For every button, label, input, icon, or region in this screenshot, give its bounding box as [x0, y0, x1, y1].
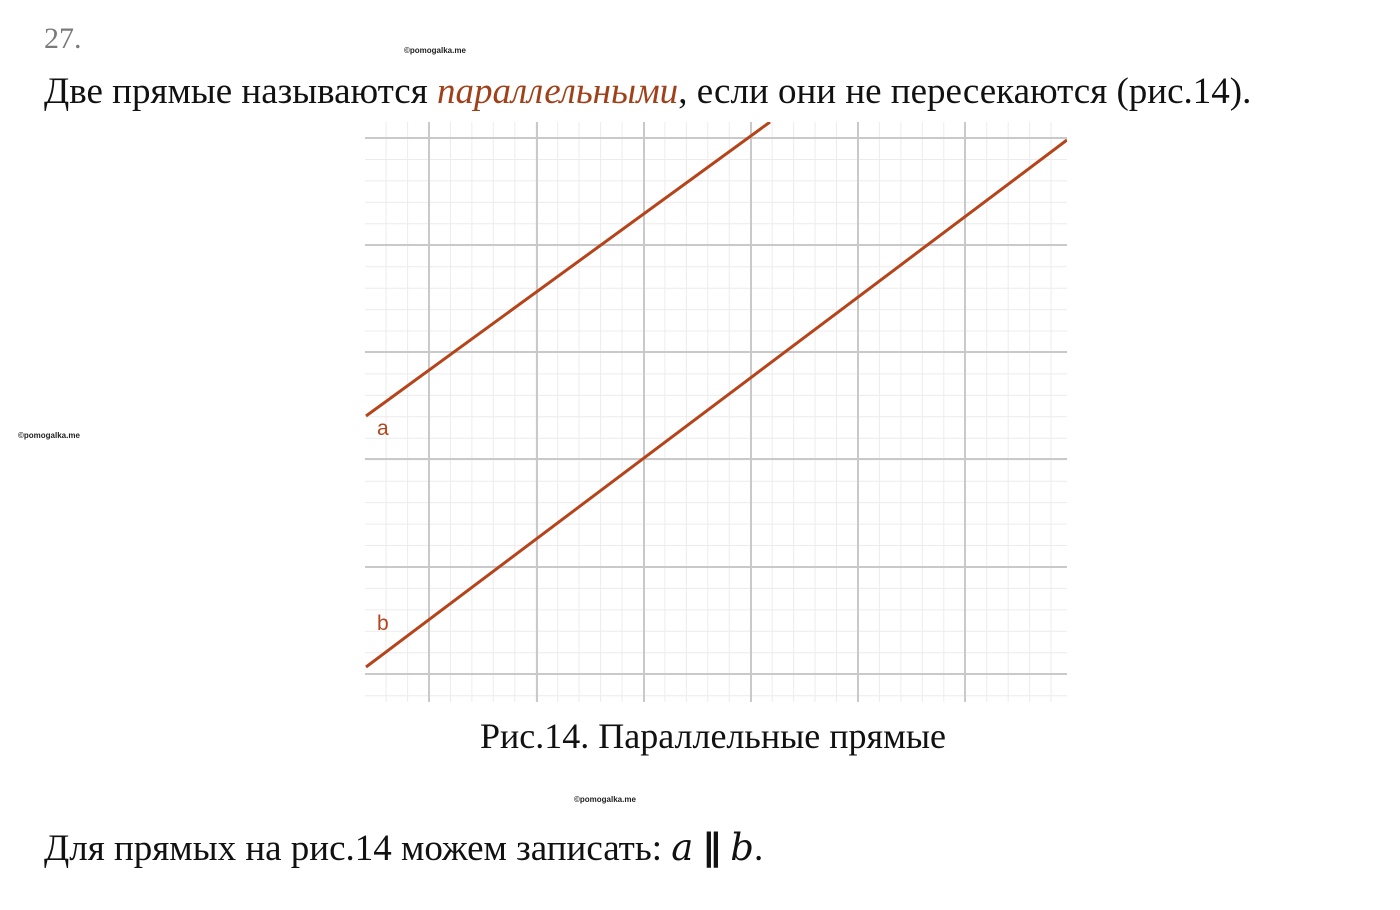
grid-minor — [365, 122, 1067, 702]
definition-before: Две прямые называются — [44, 71, 437, 112]
line-a — [366, 122, 770, 416]
watermark-bottom: ©pomogalka.me — [574, 795, 636, 804]
conclusion-text — [44, 826, 763, 871]
parallel-symbol: ∥ — [702, 826, 722, 869]
watermark-top: ©pomogalka.me — [404, 46, 466, 55]
watermark-left: ©pomogalka.me — [18, 431, 80, 440]
grid-major — [365, 122, 1067, 702]
definition-text — [44, 70, 1251, 114]
conclusion-before: Для прямых на рис.14 можем записать: — [44, 828, 672, 869]
var-a: a — [671, 826, 694, 869]
var-b: b — [730, 826, 754, 869]
problem-number: 27. — [44, 22, 82, 55]
definition-term: параллельными — [437, 71, 679, 112]
line-b-label: b — [377, 612, 389, 635]
definition-after: , если они не пересекаются (рис.14). — [678, 71, 1252, 112]
figure-caption: Рис.14. Параллельные прямые — [479, 716, 947, 756]
line-a-label: a — [377, 417, 389, 440]
grid-figure — [365, 122, 1067, 702]
figure-parallel-lines — [365, 122, 1067, 702]
conclusion-end: . — [753, 828, 764, 869]
